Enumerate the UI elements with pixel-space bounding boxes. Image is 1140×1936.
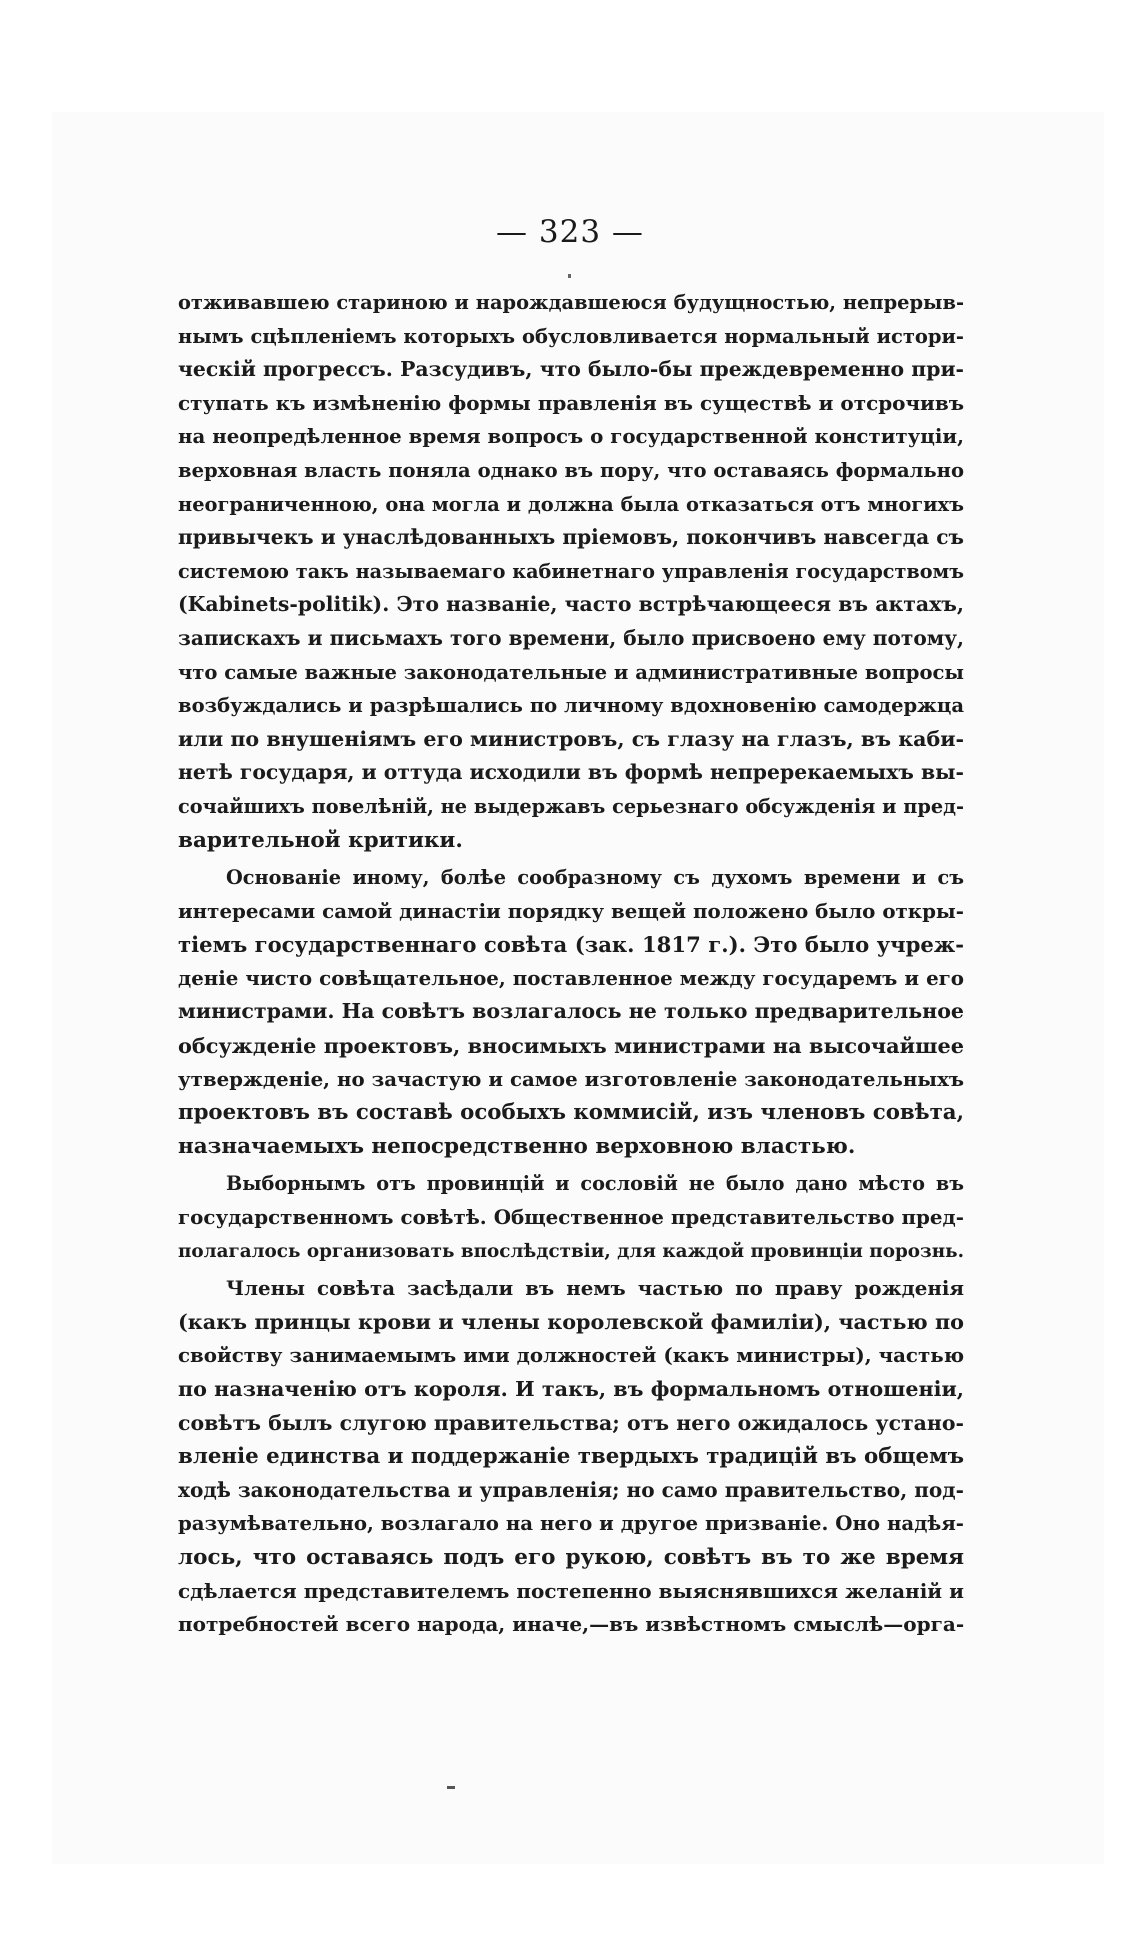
- paragraph-3: [178, 1167, 964, 1268]
- text-line: министрами. На совѣтъ возлагалось не только предварительное: [178, 999, 964, 1024]
- text-line: вленіе единства и поддержаніе твердыхъ традицій въ общемъ: [178, 1444, 964, 1470]
- paragraph-4: [178, 1272, 964, 1642]
- text-line: тіемъ государственнаго совѣта (зак. 1817 г.). Это было учреж-: [178, 932, 964, 958]
- text-line: привычекъ и унаслѣдованныхъ пріемовъ, покончивъ навсегда съ: [178, 525, 964, 550]
- ink-speck: [447, 1786, 455, 1789]
- text-line: ходѣ законодательства и управленія; но само правительство, под-: [178, 1477, 964, 1502]
- text-line: Основаніе иному, болѣе сообразному съ духомъ времени и съ: [226, 866, 964, 890]
- text-line: запискахъ и письмахъ того времени, было присвоено ему потому,: [178, 625, 964, 650]
- text-line: обсужденіе проектовъ, вносимыхъ министрами на высочайшее: [178, 1033, 964, 1059]
- paragraph-1: [178, 286, 964, 857]
- text-line: варительной критики.: [178, 827, 463, 853]
- text-line: интересами самой династіи порядку вещей положено было откры-: [178, 898, 964, 923]
- text-line: сочайшихъ повелѣній, не выдержавъ серьезнаго обсужденія и пред-: [178, 794, 964, 818]
- text-line: сдѣлается представителемъ постепенно выяснявшихся желаній и: [178, 1578, 964, 1603]
- text-line: (Kabinets-politik). Это названіе, часто встрѣчающееся въ актахъ,: [178, 592, 964, 617]
- text-line: неограниченною, она могла и должна была отказаться отъ многихъ: [178, 492, 964, 516]
- text-line: ческій прогрессъ. Разсудивъ, что было-бы преждевременно при-: [178, 357, 964, 382]
- text-line: на неопредѣленное время вопросъ о государственной конституціи,: [178, 424, 964, 449]
- text-line: разумѣвательно, возлагало на него и другое призваніе. Оно надѣя-: [178, 1511, 964, 1536]
- text-line: свойству занимаемымъ ими должностей (какъ министры), частью: [178, 1343, 964, 1368]
- text-line: верховная власть поняла однако въ пору, что оставаясь формально: [178, 458, 964, 482]
- text-line: ступать къ измѣненію формы правленія въ существѣ и отсрочивъ: [178, 390, 964, 415]
- text-line: деніе чисто совѣщательное, поставленное между государемъ и его: [178, 965, 964, 990]
- text-line: что самые важные законодательные и административные вопросы: [178, 660, 964, 684]
- text-line: полагалось организовать впослѣдствіи, для каждой провинціи порознь.: [178, 1240, 964, 1262]
- text-line: проектовъ въ составѣ особыхъ коммисій, изъ членовъ совѣта,: [178, 1100, 964, 1126]
- text-line: утвержденіе, но зачастую и самое изготовленіе законодательныхъ: [178, 1066, 964, 1091]
- text-line: отживавшею стариною и нарождавшеюся будущностью, непрерыв-: [178, 291, 964, 314]
- text-line: совѣтъ былъ слугою правительства; отъ него ожидалось устано-: [178, 1410, 964, 1435]
- body-text: [178, 286, 964, 1642]
- text-line: Члены совѣта засѣдали въ немъ частью по праву рожденія: [226, 1276, 964, 1301]
- text-line: лось, что оставаясь подъ его рукою, совѣтъ въ то же время: [178, 1544, 964, 1570]
- text-line: возбуждались и разрѣшались по личному вдохновенію самодержца: [178, 694, 964, 718]
- text-line: назначаемыхъ непосредственно верховною властью.: [178, 1133, 856, 1159]
- text-line: потребностей всего народа, иначе,—въ извѣстномъ смыслѣ—орга-: [178, 1612, 965, 1637]
- ink-speck: [568, 274, 571, 278]
- page-number: — 323 —: [496, 214, 644, 250]
- text-line: государственномъ совѣтѣ. Общественное представительство пред-: [178, 1205, 964, 1230]
- text-line: нетѣ государя, и оттуда исходили въ формѣ непререкаемыхъ вы-: [178, 760, 964, 785]
- text-line: нымъ сцѣпленіемъ которыхъ обусловливается нормальный истори-: [178, 324, 964, 348]
- text-line: Выборнымъ отъ провинцій и сословій не было дано мѣсто въ: [226, 1172, 964, 1196]
- text-line: или по внушеніямъ его министровъ, съ глазу на глазъ, въ каби-: [178, 726, 965, 751]
- text-line: (какъ принцы крови и члены королевской фамиліи), частью по: [178, 1309, 964, 1334]
- text-line: системою такъ называемаго кабинетнаго управленія государствомъ: [178, 559, 964, 583]
- text-line: по назначенію отъ короля. И такъ, въ формальномъ отношеніи,: [178, 1377, 964, 1401]
- paragraph-2: [178, 861, 964, 1163]
